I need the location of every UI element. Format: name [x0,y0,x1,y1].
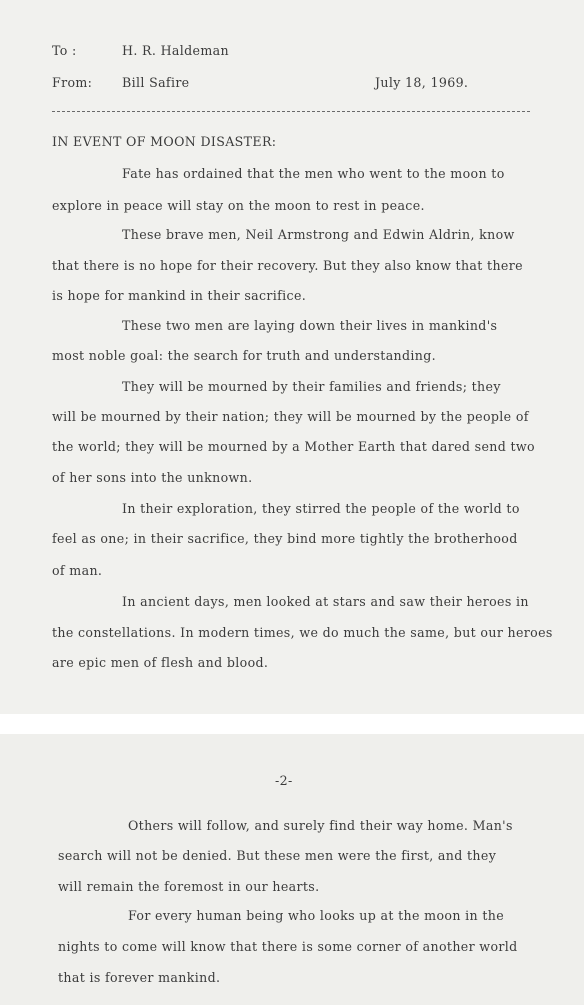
to-label: To : [52,43,77,58]
separator-line [52,111,530,112]
body-line: explore in peace will stay on the moon to rest in peace. [52,198,425,213]
body-line: These brave men, Neil Armstrong and Edwin Aldrin, know [122,227,515,242]
body-line: In ancient days, men looked at stars and saw their heroes in [122,594,529,609]
body-line: Others will follow, and surely find their way home. Man's [128,818,513,833]
body-line: search will not be denied. But these men were the first, and they [58,848,497,863]
memo-date: July 18, 1969. [375,75,469,90]
body-line: that there is no hope for their recovery. But they also know that there [52,258,523,273]
body-line: In their exploration, they stirred the people of the world to [122,501,520,516]
body-line: For every human being who looks up at the moon in the [128,908,504,923]
page-number: -2- [275,773,293,788]
to-value: H. R. Haldeman [122,43,229,58]
body-line: nights to come will know that there is some corner of another world [58,939,518,954]
body-line: of her sons into the unknown. [52,470,253,485]
body-line: feel as one; in their sacrifice, they bind more tightly the brotherhood [52,531,518,546]
memo-subject: IN EVENT OF MOON DISASTER: [52,134,277,149]
body-line: of man. [52,563,103,578]
memo-page-2 [0,734,584,1005]
body-line: that is forever mankind. [58,970,221,985]
body-line: Fate has ordained that the men who went to the moon to [122,166,505,181]
body-line: is hope for mankind in their sacrifice. [52,288,307,303]
body-line: the constellations. In modern times, we do much the same, but our heroes [52,625,553,640]
body-line: will remain the foremost in our hearts. [58,879,320,894]
body-line: will be mourned by their nation; they will be mourned by the people of [52,409,529,424]
from-label: From: [52,75,93,90]
body-line: most noble goal: the search for truth and understanding. [52,348,437,363]
body-line: They will be mourned by their families and friends; they [122,379,501,394]
from-value: Bill Safire [122,75,190,90]
body-line: are epic men of flesh and blood. [52,655,269,670]
body-line: the world; they will be mourned by a Mother Earth that dared send two [52,439,535,454]
body-line: These two men are laying down their lives in mankind's [122,318,498,333]
page-gap [0,714,584,734]
